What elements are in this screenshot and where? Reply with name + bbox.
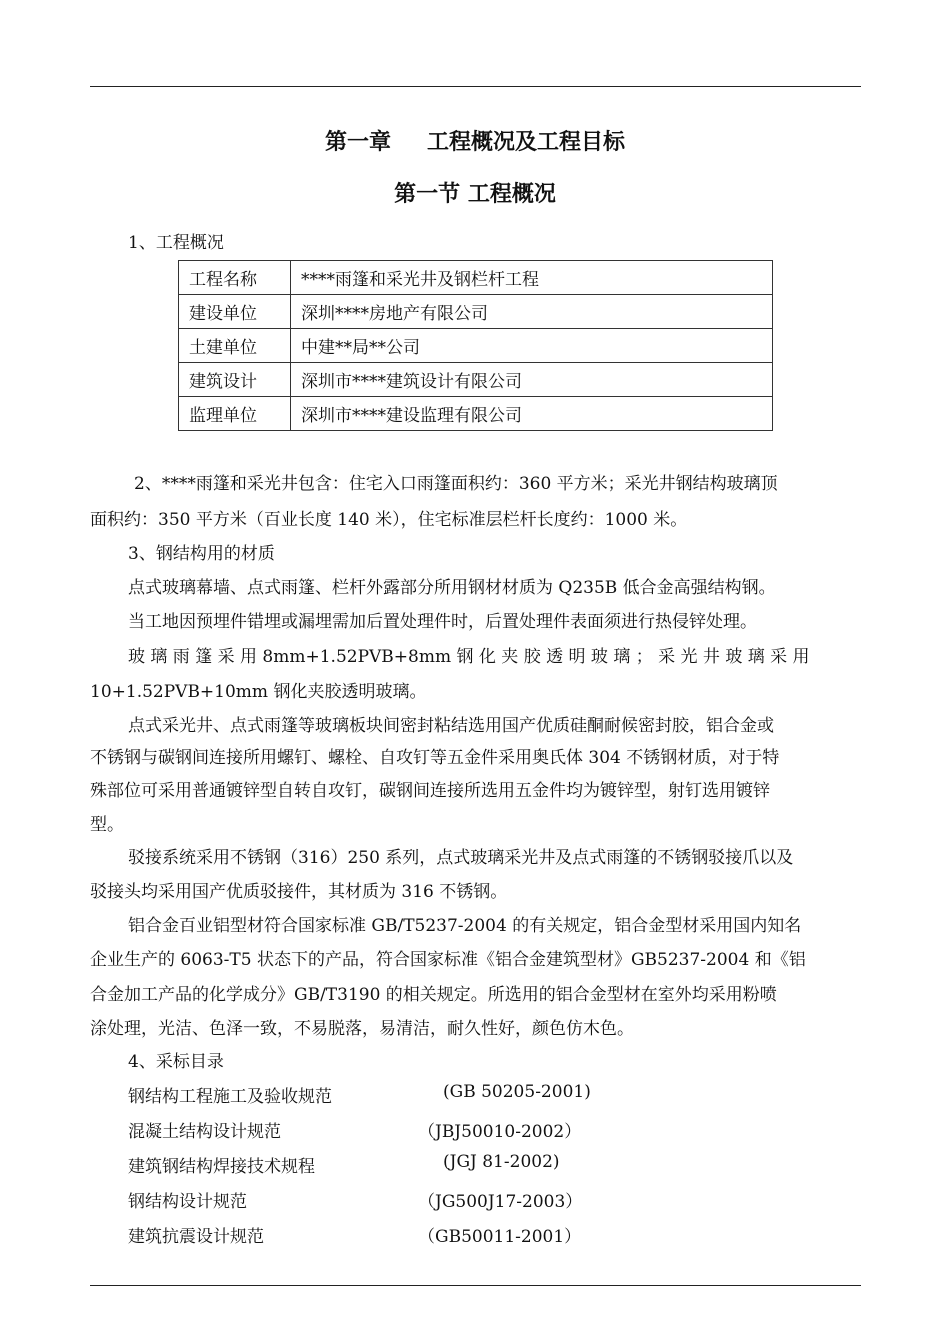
standard-name: 混凝土结构设计规范 [128, 1122, 281, 1142]
material-paragraph-1: 点式玻璃幕墙、点式雨篷、栏杆外露部分所用钢材材质为 Q235B 低合金高强结构钢。 [128, 578, 776, 598]
footer-rule [90, 1285, 861, 1286]
material-paragraph-4-line-1: 点式采光井、点式雨篷等玻璃板块间密封粘结选用国产优质硅酮耐候密封胶，铝合金或 [128, 716, 774, 736]
table-value-cell: 深圳市****建设监理有限公司 [291, 397, 773, 431]
table-value-cell: ****雨篷和采光井及钢栏杆工程 [291, 261, 773, 295]
table-value-cell: 深圳****房地产有限公司 [291, 295, 773, 329]
paragraph-2-line-2: 面积约：350 平方米（百业长度 140 米），住宅标准层栏杆长度约：1000 米。 [90, 510, 688, 530]
standard-code: （JG500J17-2003） [418, 1192, 583, 1212]
material-paragraph-4-line-3: 殊部位可采用普通镀锌型自转自攻钉，碳钢间连接所选用五金件均为镀锌型，射钉选用镀锌 [90, 781, 770, 801]
material-paragraph-3-line-2: 10+1.52PVB+10mm 钢化夹胶透明玻璃。 [90, 682, 427, 702]
table-row [179, 329, 773, 363]
table-row [179, 295, 773, 329]
table-key-cell: 建设单位 [179, 295, 291, 329]
material-paragraph-4-line-2: 不锈钢与碳钢间连接所用螺钉、螺栓、自攻钉等五金件采用奥氏体 304 不锈钢材质，对于特 [90, 748, 780, 768]
section-4-heading: 4、采标目录 [128, 1052, 224, 1072]
section-3-heading: 3、钢结构用的材质 [128, 544, 275, 564]
section-1-heading: 1、工程概况 [128, 233, 224, 253]
table-row [179, 397, 773, 431]
material-paragraph-4-line-4: 型。 [90, 815, 124, 835]
material-paragraph-5-line-2: 驳接头均采用国产优质驳接件，其材质为 316 不锈钢。 [90, 882, 508, 902]
standard-name: 钢结构工程施工及验收规范 [128, 1087, 332, 1107]
table-value-cell: 中建**局**公司 [291, 329, 773, 363]
chapter-title-text: 工程概况及工程目标 [427, 129, 626, 155]
material-paragraph-2: 当工地因预埋件错埋或漏埋需加后置处理件时，后置处理件表面须进行热侵锌处理。 [128, 612, 757, 632]
material-paragraph-5-line-1: 驳接系统采用不锈钢（316）250 系列，点式玻璃采光井及点式雨篷的不锈钢驳接爪以及 [128, 848, 794, 868]
section-title: 第一节 工程概况 [394, 181, 556, 207]
chapter-title [0, 125, 950, 156]
standard-code: (JGJ 81-2002) [443, 1152, 560, 1172]
material-paragraph-6-line-4: 涂处理，光洁、色泽一致，不易脱落，易清洁，耐久性好，颜色仿木色。 [90, 1019, 634, 1039]
standard-code: （GB50011-2001） [418, 1227, 582, 1247]
chapter-label: 第一章 [324, 129, 391, 155]
project-info-table [178, 260, 773, 431]
table-key-cell: 建筑设计 [179, 363, 291, 397]
header-rule [90, 86, 861, 87]
table-row [179, 363, 773, 397]
table-row [179, 261, 773, 295]
standard-name: 建筑抗震设计规范 [128, 1227, 264, 1247]
table-key-cell: 监理单位 [179, 397, 291, 431]
material-paragraph-3-line-1: 玻 璃 雨 篷 采 用 8mm+1.52PVB+8mm 钢 化 夹 胶 透 明 玻 璃 ； 采 光 井 玻 璃 采 用 [128, 647, 810, 667]
material-paragraph-6-line-3: 合金加工产品的化学成分》GB/T3190 的相关规定。所选用的铝合金型材在室外均采用粉喷 [90, 985, 777, 1005]
table-value-cell: 深圳市****建筑设计有限公司 [291, 363, 773, 397]
standard-name: 建筑钢结构焊接技术规程 [128, 1157, 315, 1177]
material-paragraph-6-line-1: 铝合金百业铝型材符合国家标准 GB/T5237-2004 的有关规定，铝合金型材采用国内知名 [128, 916, 802, 936]
paragraph-2-line-1: 2、****雨篷和采光井包含：住宅入口雨篷面积约：360 平方米；采光井钢结构玻璃顶 [134, 474, 778, 494]
standard-code: (GB 50205-2001) [443, 1082, 591, 1102]
standard-code: （JBJ50010-2002） [418, 1122, 582, 1142]
material-paragraph-6-line-2: 企业生产的 6063-T5 状态下的产品，符合国家标准《铝合金建筑型材》GB5237-2004 和《铝 [90, 950, 806, 970]
table-key-cell: 土建单位 [179, 329, 291, 363]
standard-name: 钢结构设计规范 [128, 1192, 247, 1212]
table-key-cell: 工程名称 [179, 261, 291, 295]
